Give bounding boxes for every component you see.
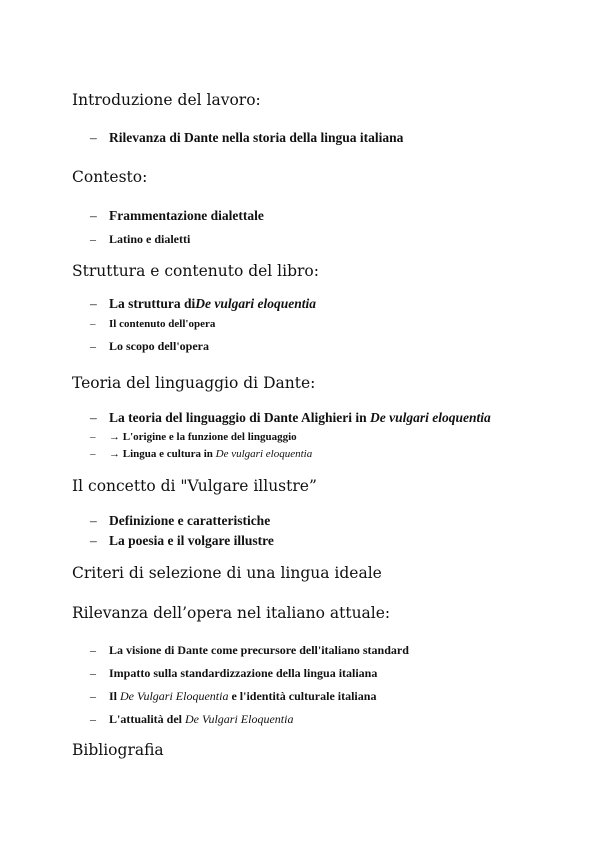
item-text: Rilevanza di Dante nella storia della lingua italiana xyxy=(109,130,404,145)
list-item xyxy=(90,689,376,704)
item-title-italic: De vulgari eloquentia xyxy=(215,448,313,460)
item-text: Impatto sulla standardizzazione della lingua italiana xyxy=(109,666,378,680)
item-text: La teoria del linguaggio di Dante Alighieri in xyxy=(109,410,371,425)
list-item xyxy=(90,448,312,460)
item-text: Definizione e caratteristiche xyxy=(109,513,271,528)
list-item xyxy=(90,410,491,426)
section-heading: Teoria del linguaggio di Dante: xyxy=(72,374,316,392)
list-item xyxy=(90,712,293,727)
bullet-dash: – xyxy=(90,513,97,528)
item-title-italic: De vulgari eloquentia xyxy=(370,410,491,425)
list-item xyxy=(90,513,270,529)
list-item xyxy=(90,130,403,146)
item-text: Lo scopo dell'opera xyxy=(109,339,210,353)
item-text-tail: e l'identità culturale italiana xyxy=(228,689,377,703)
item-text: La visione di Dante come precursore dell'italiano standard xyxy=(109,643,409,657)
list-item xyxy=(90,666,377,681)
section-heading: Il concetto di "Vulgare illustre” xyxy=(72,477,317,495)
item-text: Il contenuto dell'opera xyxy=(109,318,216,330)
section-heading: Bibliografia xyxy=(72,741,164,759)
bullet-dash: – xyxy=(90,712,96,726)
item-text: Il xyxy=(109,689,121,703)
item-title-italic: De Vulgari Eloquentia xyxy=(120,689,229,703)
list-item xyxy=(90,208,264,224)
bullet-dash: – xyxy=(90,339,96,353)
bullet-dash: – xyxy=(90,666,96,680)
item-text: La poesia e il volgare illustre xyxy=(109,533,274,548)
bullet-dash: – xyxy=(90,318,96,330)
list-item xyxy=(90,232,190,247)
item-text: La struttura di xyxy=(109,296,196,311)
item-text: → Lingua e cultura in xyxy=(109,448,216,460)
item-text: L'attualità del xyxy=(109,712,186,726)
section-heading: Contesto: xyxy=(72,168,148,186)
list-item xyxy=(90,296,316,312)
section-heading: Introduzione del lavoro: xyxy=(72,91,261,109)
item-title-italic: De Vulgari Eloquentia xyxy=(185,712,294,726)
item-title-italic: De vulgari eloquentia xyxy=(195,296,317,311)
list-item xyxy=(90,431,297,443)
section-heading: Struttura e contenuto del libro: xyxy=(72,262,319,280)
list-item xyxy=(90,533,274,549)
item-text: Frammentazione dialettale xyxy=(109,208,264,223)
section-heading: Rilevanza dell’opera nel italiano attuale: xyxy=(72,604,391,622)
list-item xyxy=(90,339,209,354)
bullet-dash: – xyxy=(90,296,97,311)
bullet-dash: – xyxy=(90,448,96,460)
item-text: Latino e dialetti xyxy=(109,232,191,246)
bullet-dash: – xyxy=(90,533,97,548)
list-item xyxy=(90,318,215,330)
item-text: → L'origine e la funzione del linguaggio xyxy=(109,431,297,443)
list-item xyxy=(90,643,409,658)
section-heading: Criteri di selezione di una lingua ideale xyxy=(72,564,382,582)
bullet-dash: – xyxy=(90,410,97,425)
bullet-dash: – xyxy=(90,643,96,657)
bullet-dash: – xyxy=(90,208,97,223)
bullet-dash: – xyxy=(90,689,96,703)
bullet-dash: – xyxy=(90,232,96,246)
bullet-dash: – xyxy=(90,130,97,145)
bullet-dash: – xyxy=(90,431,96,443)
